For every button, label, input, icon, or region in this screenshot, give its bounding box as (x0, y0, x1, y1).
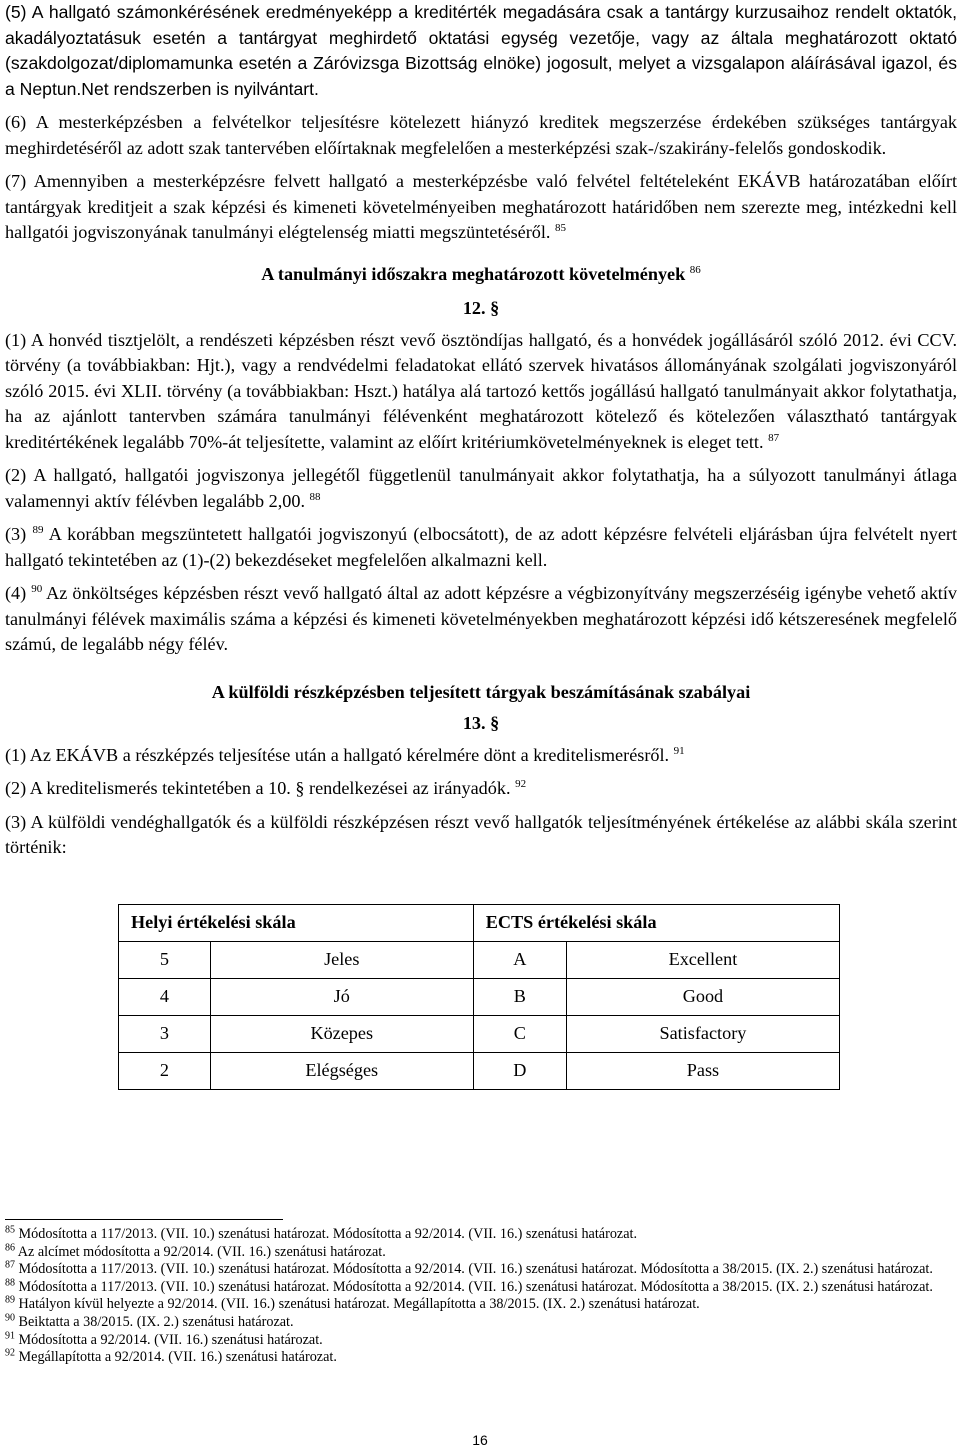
paragraph-text: A korábban megszüntetett hallgatói jogviszonyú (elbocsátott), de az adott képzésre felvételi eljárásban újra felvételt nyert hallgató tekintetében az (1)-(2) bekezdéseket megfelelően alkalmazni kell. (5, 524, 958, 570)
section-12-paragraph-2 (5, 463, 957, 514)
footnote (5, 1329, 957, 1350)
footnote (5, 1279, 957, 1297)
paragraph-5 (5, 0, 957, 102)
table-cell: Satisfactory (566, 1015, 839, 1052)
footnote-number: 88 (5, 1277, 15, 1289)
section-12-paragraph-3 (5, 522, 957, 573)
table-row (119, 1052, 840, 1089)
footnote-number: 91 (5, 1329, 15, 1341)
paragraph-text: (7) Amennyiben a mesterképzésre felvett hallgató a mesterképzésbe való felvétel feltételeként EKÁVB határozatában előírt tantárgyak kreditjeit a szak képzési és kimeneti követelményeiben meghatározott határidőben nem szerezte meg, intézkedni kell hallgatói jogviszonyának tanulmányi elégtelenség miatti megszüntetéséről. (5, 171, 957, 242)
table-cell: Elégséges (210, 1052, 473, 1089)
paragraph-text: (1) Az EKÁVB a részképzés teljesítése után a hallgató kérelmére dönt a kreditelismerésről. (5, 744, 670, 765)
footnote (5, 1261, 957, 1279)
section-13-title: A külföldi részképzésben teljesített tárgyak beszámításának szabályai (211, 681, 751, 702)
grading-scale-table (118, 904, 840, 1090)
footnote (5, 1314, 957, 1332)
paragraph-prefix: (3) (5, 524, 27, 544)
table-cell: 3 (119, 1015, 211, 1052)
footnote-number: 92 (5, 1347, 15, 1359)
footnote-number: 89 (5, 1294, 15, 1306)
table-cell: Közepes (210, 1015, 473, 1052)
footnote (5, 1349, 957, 1367)
footnote (5, 1241, 957, 1262)
section-13-number: 13. § (462, 713, 500, 733)
table-header-row (119, 904, 840, 941)
paragraph-7 (5, 169, 957, 246)
table-header-local: Helyi értékelési skála (119, 904, 474, 941)
footnote-text: Hatályon kívül helyezte a 92/2014. (VII. 16.) szenátusi határozat. Megállapította a 38/2015. (IX. 2.) szenátusi határozat. (18, 1296, 700, 1313)
paragraph-text: Az önköltséges képzésben részt vevő hallgató által az adott képzésre a végbizonyítvány megszerzéséig igénybe vehető aktív tanulmányi félévek maximális száma a képzési és kimeneti követelményekben meghatározott képzési idő kétszeresének megfelelő számú, de legalább négy félév. (5, 583, 958, 654)
section-13-paragraph-2 (5, 776, 957, 802)
footnote-number: 85 (5, 1224, 15, 1236)
footnote-number: 86 (5, 1241, 15, 1253)
section-13-paragraph-1 (5, 743, 957, 769)
footnote-ref[interactable]: 90 (31, 582, 43, 595)
footnote-text: Beiktatta a 38/2015. (IX. 2.) szenátusi határozat. (18, 1313, 294, 1330)
paragraph-6 (5, 110, 957, 161)
paragraph-text: (1) A honvéd tisztjelölt, a rendészeti képzésben részt vevő ösztöndíjas hallgató, és a honvédek jogállásáról szóló 2012. évi CCV. törvény (a továbbiakban: Hjt.), vagy a rendvédelmi feladatokat ellátó szervek hivatásos állományának szolgálati jogviszonyáról szóló 2015. évi XLII. törvény (a továbbiakban: Hszt.) hatálya alá tartozó kettős jogállású hallgató tanulmányait akkor folytathatja, ha az ajánlott tantervben számára tanulmányi félévenként meghatározott kötelező és kötelezően választható tantárgyak kreditértékének legalább 70%-át teljesítette, valamint az előírt kritériumkövetelményeknek is eleget tett. (5, 329, 957, 452)
paragraph-text: (2) A hallgató, hallgatói jogviszonya jellegétől függetlenül tanulmányait akkor folytathatja, ha a súlyozott tanulmányi átlaga valamennyi aktív félévben legalább 2,00. (5, 465, 957, 511)
table-cell: Jó (210, 978, 473, 1015)
table-cell: C (473, 1015, 566, 1052)
footnote-ref[interactable]: 89 (32, 523, 44, 536)
footnote-text: Megállapította a 92/2014. (VII. 16.) szenátusi határozat. (18, 1349, 337, 1366)
page-number: 16 (472, 1432, 488, 1448)
table-cell: 4 (119, 978, 211, 1015)
footnote-ref[interactable]: 86 (689, 263, 701, 276)
footnote-ref[interactable]: 87 (768, 431, 780, 444)
table-cell: 2 (119, 1052, 211, 1089)
footnotes (5, 1226, 957, 1367)
paragraph-text: (3) A külföldi vendéghallgatók és a külföldi részképzésen részt vevő hallgatók teljesítményének értékelése az alábbi skála szerint történik: (5, 811, 957, 857)
table-cell: D (473, 1052, 566, 1089)
table-cell: 5 (119, 941, 211, 978)
footnote-divider (5, 1219, 283, 1220)
footnote-number: 87 (5, 1259, 15, 1271)
paragraph-text: (5) A hallgató számonkérésének eredményeképp a kreditérték megadására csak a tantárgy kurzusaihoz rendelt oktatók, akadályoztatásuk esetén a tantárgyat meghirdető oktatási egység vezetője, vagy az általa meghatározott oktató (szakdolgozat/diplomamunka esetén a Záróvizsga Bizottság elnöke) jogosult, melyet a vizsgalapon aláírásával igazol, és a Neptun.Net rendszerben is nyilvántart. (5, 2, 957, 99)
footnote-text: Módosította a 117/2013. (VII. 10.) szenátusi határozat. Módosította a 92/2014. (VII. 16.) szenátusi határozat. Módosította a 38/2015. (IX. 2.) szenátusi határozat. (18, 1278, 933, 1295)
paragraph-text: (6) A mesterképzésben a felvételkor teljesítésre kötelezett hiányzó kreditek megszerzése érdekében szükséges tantárgyak meghirdetéséről az adott szak tantervében előírtaknak megfelelően a mesterképzési szak-/szakirány-felelős gondoskodik. (5, 112, 957, 158)
table-cell: Good (566, 978, 839, 1015)
paragraph-text: (2) A kreditelismerés tekintetében a 10. § rendelkezései az irányadók. (5, 778, 511, 798)
paragraph-prefix: (4) (5, 583, 27, 603)
footnote-text: Módosította a 117/2013. (VII. 10.) szenátusi határozat. Módosította a 92/2014. (VII. 16.) szenátusi határozat. (18, 1226, 637, 1242)
footnote-ref[interactable]: 88 (309, 490, 321, 503)
section-12-title (5, 262, 957, 288)
footnote-number: 90 (5, 1312, 15, 1324)
section-12-number: 12. § (462, 298, 500, 318)
section-title-text: A tanulmányi időszakra meghatározott követelmények (261, 263, 686, 284)
section-12-paragraph-1 (5, 328, 957, 456)
table-header-ects: ECTS értékelési skála (473, 904, 839, 941)
table-cell: B (473, 978, 566, 1015)
footnote-text: Az alcímet módosította a 92/2014. (VII. 16.) szenátusi határozat. (17, 1243, 386, 1260)
footnote-text: Módosította a 117/2013. (VII. 10.) szenátusi határozat. Módosította a 92/2014. (VII. 16.) szenátusi határozat. Módosította a 38/2015. (IX. 2.) szenátusi határozat. (18, 1261, 933, 1278)
footnote-ref[interactable]: 92 (515, 777, 527, 790)
document-page (5, 0, 957, 1090)
footnote (5, 1296, 957, 1314)
footnote-text: Módosította a 92/2014. (VII. 16.) szenátusi határozat. (18, 1331, 323, 1348)
footnote-ref[interactable]: 85 (555, 221, 567, 234)
table-cell: Pass (566, 1052, 839, 1089)
table-row (119, 941, 840, 978)
table-cell: Excellent (566, 941, 839, 978)
section-13-paragraph-3 (5, 810, 957, 861)
footnote-ref[interactable]: 91 (673, 744, 685, 757)
section-12-paragraph-4 (5, 581, 957, 658)
table-row (119, 1015, 840, 1052)
table-cell: Jeles (210, 941, 473, 978)
table-row (119, 978, 840, 1015)
footnote (5, 1226, 957, 1244)
table-cell: A (473, 941, 566, 978)
